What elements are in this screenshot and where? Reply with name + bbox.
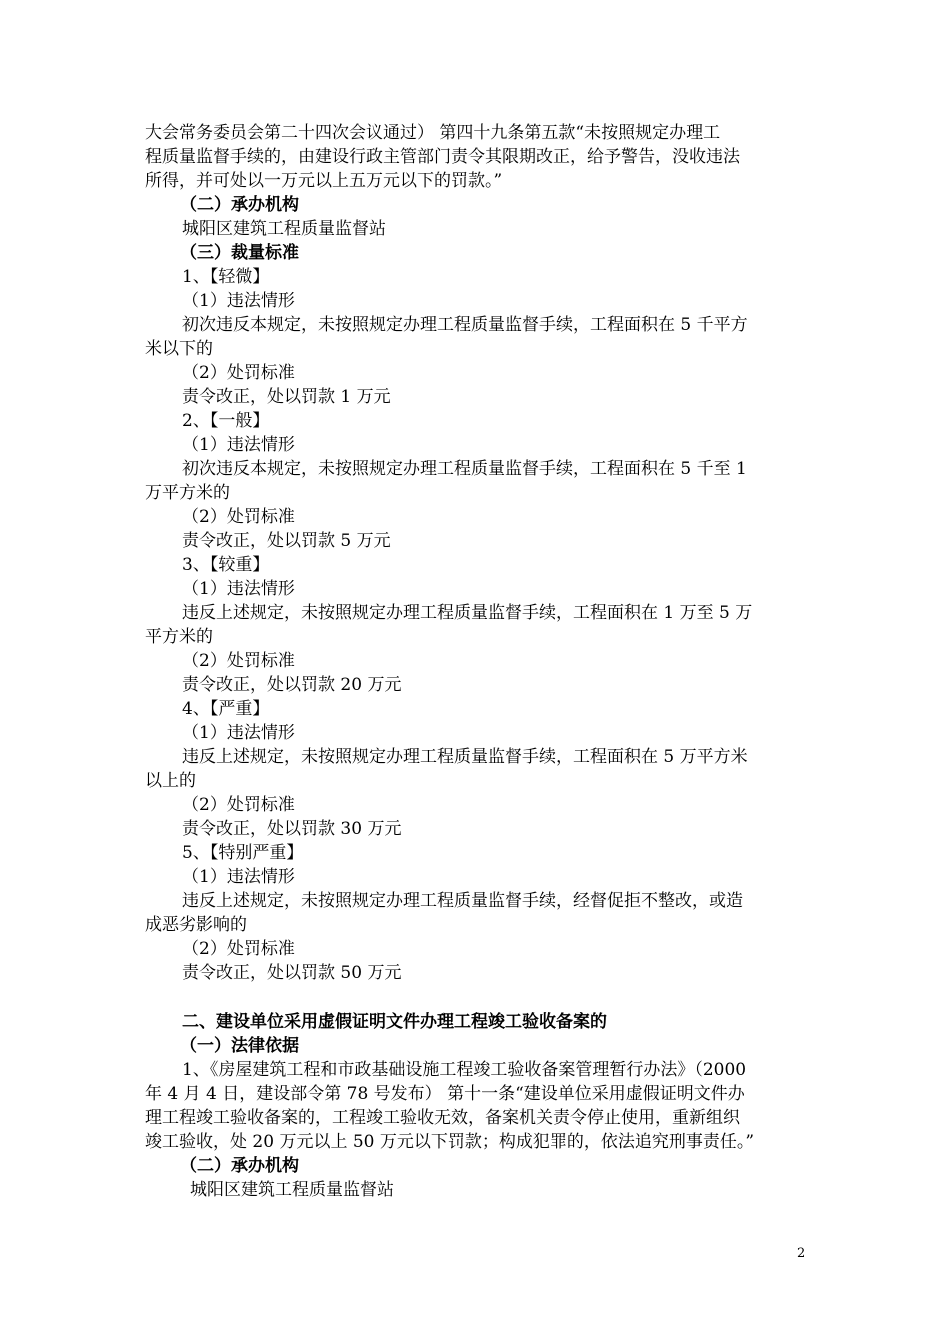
subheading: （1）违法情形 (182, 435, 295, 455)
text-line: 责令改正，处以罚款 5 万元 (182, 531, 391, 551)
text-line: 万平方米的 (145, 483, 230, 503)
text-line: 米以下的 (145, 339, 213, 359)
section-heading: （二）承办机构 (180, 195, 299, 215)
level-heading: 2、【一般】 (182, 411, 270, 431)
text-line: 所得，并可处以一万元以上五万元以下的罚款。” (145, 171, 503, 191)
text-line: 违反上述规定，未按照规定办理工程质量监督手续，工程面积在 5 万平方米 (182, 747, 748, 767)
text-line: 程质量监督手续的，由建设行政主管部门责令其限期改正，给予警告，没收违法 (145, 147, 740, 167)
section-heading: （二）承办机构 (180, 1156, 299, 1176)
subheading: （2）处罚标准 (182, 507, 295, 527)
text-line: 城阳区建筑工程质量监督站 (190, 1180, 394, 1200)
text-line: 责令改正，处以罚款 30 万元 (182, 819, 402, 839)
level-heading: 1、【轻微】 (182, 267, 270, 287)
text-line: 初次违反本规定，未按照规定办理工程质量监督手续，工程面积在 5 千平方 (182, 315, 748, 335)
subheading: （2）处罚标准 (182, 939, 295, 959)
text-line: 年 4 月 4 日，建设部令第 78 号发布） 第十一条“建设单位采用虚假证明文件办 (145, 1084, 745, 1104)
text-line: 责令改正，处以罚款 1 万元 (182, 387, 391, 407)
text-line: 责令改正，处以罚款 50 万元 (182, 963, 402, 983)
section-heading: （三）裁量标准 (180, 243, 299, 263)
subheading: （1）违法情形 (182, 291, 295, 311)
level-heading: 4、【严重】 (182, 699, 270, 719)
subheading: （2）处罚标准 (182, 363, 295, 383)
text-line: 以上的 (145, 771, 196, 791)
level-heading: 5、【特别严重】 (182, 843, 304, 863)
subheading: （1）违法情形 (182, 867, 295, 887)
chapter-heading: 二、建设单位采用虚假证明文件办理工程竣工验收备案的 (182, 1012, 607, 1032)
page-number: 2 (797, 1246, 806, 1261)
text-line: 1、《房屋建筑工程和市政基础设施工程竣工验收备案管理暂行办法》（2000 (182, 1060, 747, 1080)
text-line: 大会常务委员会第二十四次会议通过） 第四十九条第五款“未按照规定办理工 (145, 123, 721, 143)
text-line: 成恶劣影响的 (145, 915, 247, 935)
text-line: 违反上述规定，未按照规定办理工程质量监督手续，经督促拒不整改，或造 (182, 891, 743, 911)
text-line: 违反上述规定，未按照规定办理工程质量监督手续，工程面积在 1 万至 5 万 (182, 603, 753, 623)
subheading: （2）处罚标准 (182, 795, 295, 815)
text-line: 初次违反本规定，未按照规定办理工程质量监督手续，工程面积在 5 千至 1 (182, 459, 747, 479)
text-line: 城阳区建筑工程质量监督站 (182, 219, 386, 239)
subheading: （1）违法情形 (182, 579, 295, 599)
level-heading: 3、【较重】 (182, 555, 270, 575)
text-line: 平方米的 (145, 627, 213, 647)
text-line: 理工程竣工验收备案的，工程竣工验收无效，备案机关责令停止使用，重新组织 (145, 1108, 740, 1128)
text-line: 责令改正，处以罚款 20 万元 (182, 675, 402, 695)
text-line: 竣工验收，处 20 万元以上 50 万元以下罚款；构成犯罪的，依法追究刑事责任。” (145, 1132, 755, 1152)
subheading: （2）处罚标准 (182, 651, 295, 671)
subheading: （1）违法情形 (182, 723, 295, 743)
section-heading: （一）法律依据 (180, 1036, 299, 1056)
